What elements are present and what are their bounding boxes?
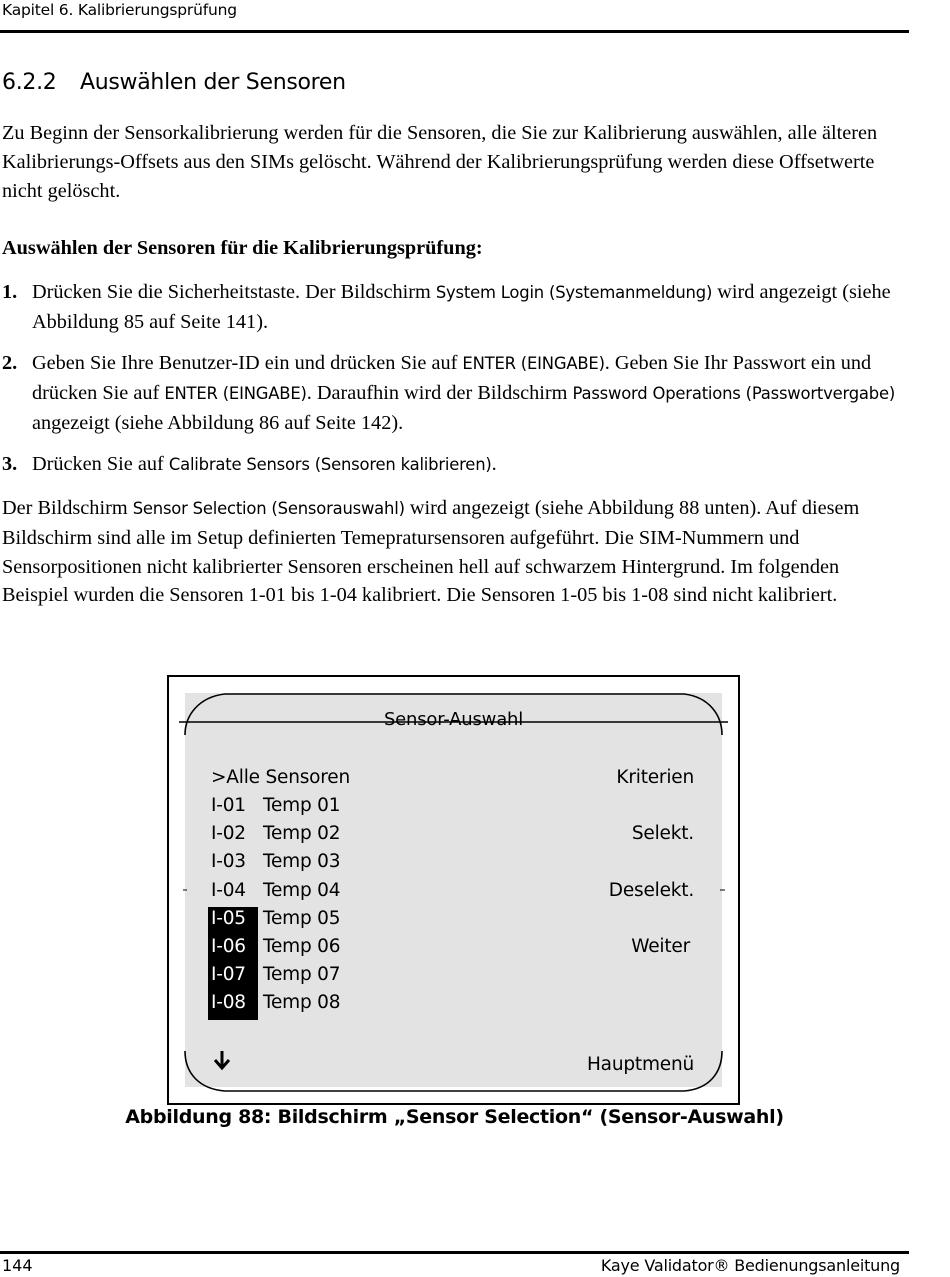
step-3	[2, 450, 907, 480]
ui-term: System Login (Systemanmeldung)	[435, 283, 713, 302]
ui-term: Calibrate Sensors (Sensoren kalibrieren)	[168, 455, 492, 474]
footer-manual-title: Kaye Validator® Bedienungsanleitung	[600, 1256, 900, 1275]
sensor-name[interactable]: Temp 03	[263, 851, 341, 872]
sensor-id-text: I-01	[211, 795, 246, 816]
step-text	[32, 278, 907, 337]
section-heading	[2, 70, 346, 95]
main-menu-option[interactable]: Hauptmenü	[586, 1054, 694, 1075]
sensor-id-text: I-03	[211, 851, 246, 872]
step-text-part: .	[491, 453, 497, 475]
sensor-name[interactable]: Temp 08	[263, 992, 341, 1013]
step-text-part: . Geben Sie Ihr Passwort ein und drücken Sie auf	[32, 352, 872, 404]
running-header: Kapitel 6. Kalibrierungsprüfung	[2, 1, 237, 19]
intro-paragraph: Zu Beginn der Sensorkalibrierung werden für die Sensoren, die Sie zur Kalibrierung auswählen, alle älteren Kalibrierungs-Offsets aus den SIMs gelöscht. Während der Kalibrierungsprüfung werden diese Offsetwerte nicht gelöscht.	[2, 122, 878, 202]
uncalibrated-sensor-id[interactable]	[208, 991, 258, 1020]
section-number: 6.2.2	[2, 70, 57, 95]
step-number: 2.	[2, 352, 18, 374]
procedure-title: Auswählen der Sensoren für die Kalibrierungsprüfung:	[2, 237, 483, 259]
sensor-id-text: I-02	[211, 823, 246, 844]
sensor-name[interactable]: Temp 06	[263, 936, 341, 957]
description-text-part: Der Bildschirm	[2, 497, 133, 519]
description-text-part: wird angezeigt (siehe Abbildung 88 unten). Auf diesem Bildschirm sind alle im Setup definierten Temepratursensoren aufgeführt. Die SIM-Nummern und Sensorpositionen nicht kalibrierter Sensoren erscheinen hell auf schwarzem Hintergrund. Im folgenden Beispiel wurden die Sensoren 1-01 bis 1-04 kalibriert. Die Sensoren 1-05 bis 1-08 sind nicht kalibriert.	[2, 497, 860, 607]
step-text	[32, 450, 907, 480]
step-text-part: Geben Sie Ihre Benutzer-ID ein und drücken Sie auf	[32, 352, 463, 374]
uncalibrated-sensor-id[interactable]	[208, 935, 258, 964]
step-2	[2, 349, 907, 437]
section-title: Auswählen der Sensoren	[80, 70, 346, 95]
next-option[interactable]: Weiter	[631, 936, 690, 957]
sensor-id-text: I-04	[211, 880, 246, 901]
sensor-id[interactable]	[208, 822, 258, 846]
figure-frame	[167, 675, 740, 1105]
criteria-option[interactable]: Kriterien	[616, 767, 694, 788]
sensor-id[interactable]	[208, 879, 258, 903]
sensor-id-text: I-05	[211, 908, 246, 929]
down-arrow-icon[interactable]	[213, 1049, 231, 1071]
step-text-part: Drücken Sie auf	[32, 453, 169, 475]
header-rule	[0, 30, 909, 33]
sensor-name[interactable]: Temp 05	[263, 908, 341, 929]
sensor-name[interactable]: Temp 04	[263, 880, 341, 901]
screen-title: Sensor-Auswahl	[383, 709, 524, 730]
step-text	[32, 349, 907, 437]
sensor-id-text: I-08	[211, 992, 246, 1013]
uncalibrated-sensor-id[interactable]	[208, 963, 258, 992]
page-number: 144	[2, 1256, 33, 1275]
sensor-id[interactable]	[208, 794, 258, 818]
all-sensors-option[interactable]: >Alle Sensoren	[211, 767, 351, 788]
ui-term: Sensor Selection (Sensorauswahl)	[132, 499, 405, 518]
ui-term: Password Operations (Passwortvergabe)	[572, 383, 896, 403]
ui-term: ENTER (EINGABE)	[462, 354, 605, 373]
figure-caption: Abbildung 88: Bildschirm „Sensor Selection“ (Sensor-Auswahl)	[125, 1106, 784, 1128]
step-text-part: Drücken Sie die Sicherheitstaste. Der Bildschirm	[32, 281, 436, 303]
ui-term: ENTER (EINGABE)	[164, 383, 307, 403]
deselect-option[interactable]: Deselekt.	[608, 880, 694, 901]
sensor-name[interactable]: Temp 01	[263, 795, 341, 816]
sensor-id[interactable]	[208, 850, 258, 874]
footer-rule	[0, 1251, 909, 1254]
sensor-id-text: I-07	[211, 964, 246, 985]
sensor-name[interactable]: Temp 02	[263, 823, 341, 844]
step-text-part: . Daraufhin wird der Bildschirm	[306, 381, 573, 404]
uncalibrated-sensor-id[interactable]	[208, 907, 258, 936]
select-option[interactable]: Selekt.	[631, 823, 694, 844]
step-number: 1.	[2, 281, 18, 303]
step-1	[2, 278, 907, 337]
sensor-name[interactable]: Temp 07	[263, 964, 341, 985]
step-text-part: wird angezeigt (siehe Abbildung 85 auf Seite 141).	[32, 281, 891, 333]
step-number: 3.	[2, 453, 18, 475]
description-paragraph	[2, 494, 907, 610]
step-text-part: angezeigt (siehe Abbildung 86 auf Seite 142).	[32, 411, 404, 434]
sensor-id-text: I-06	[211, 936, 246, 957]
